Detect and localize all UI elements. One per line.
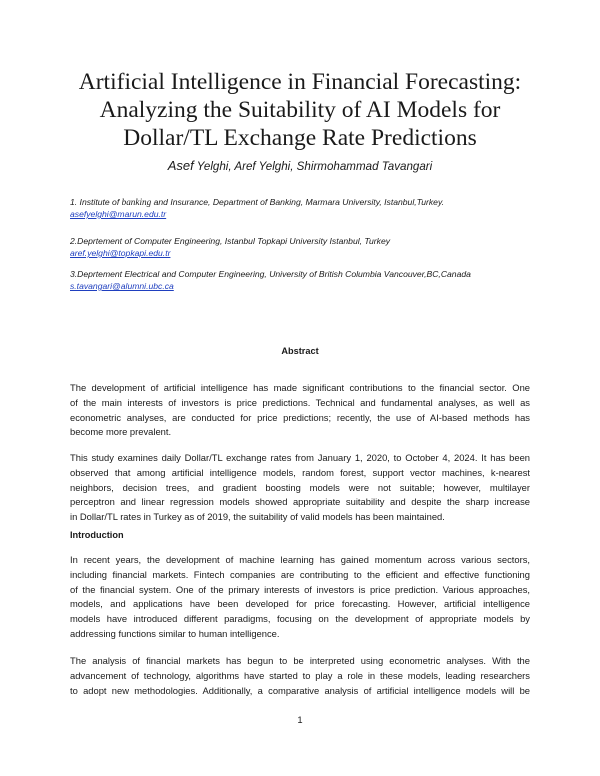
- text-line: become more prevalent.: [70, 426, 172, 438]
- affiliation-1: [70, 196, 540, 220]
- paper-title: [60, 68, 540, 152]
- affiliation-text: 3.Deprtement Electrical and Computer Engineering, University of British Columbia Vancouver,BC,Canada: [70, 269, 471, 279]
- title-line: Analyzing the Suitability of AI Models for: [99, 97, 501, 123]
- text-line: to adopt new methodologies. Additionally, a comparative analysis of artificial intelligence models will be: [70, 684, 530, 696]
- abstract-paragraph: [70, 381, 530, 440]
- text-line: econometric analyses, are conducted for price predictions; recently, the use of AI-based methods has: [70, 411, 530, 423]
- affiliation-text: 2.Deprtement of Computer Engineering, Istanbul Topkapi University Istanbul, Turkey: [70, 236, 391, 246]
- affiliation-text: [70, 196, 540, 208]
- abstract-paragraph: [70, 451, 530, 525]
- first-author-firstname: Asef: [167, 158, 194, 173]
- text-line: of the financial system. One of the primary interests of investors is price prediction. Various approaches,: [70, 583, 530, 595]
- affiliation-3: [70, 268, 540, 292]
- text-line: The analysis of financial markets has begun to be interpreted using econometric analyses. With the: [70, 655, 530, 666]
- text-line: models have introduced different paradigms, focusing on the development of appropriate models by: [70, 613, 530, 625]
- text-line: advancement of technology, algorithms have started to play a role in these models, leading researchers: [70, 669, 530, 681]
- affiliation-prefix: 1. Institute of: [70, 197, 122, 207]
- affiliation-suffix: and Insurance, Department of Banking, Marmara University, Istanbul,Turkey.: [151, 197, 444, 207]
- email-link[interactable]: aref.yelghi@topkapi.edu.tr: [70, 248, 171, 258]
- affiliation-2: [70, 235, 540, 259]
- text-line: of the main interests of investors is price predictions. Technical and fundamental analyses, as well as: [70, 396, 530, 408]
- text-line: This study examines daily Dollar/TL exchange rates from January 1, 2020, to October 4, 2024. It has been: [70, 452, 530, 463]
- abstract-heading: Abstract: [281, 346, 319, 356]
- text-line: addressing functions similar to human intelligence.: [70, 627, 280, 639]
- title-line: Dollar/TL Exchange Rate Predictions: [123, 125, 477, 151]
- introduction-paragraph: [70, 553, 530, 642]
- text-line: observed that among artificial intelligence models, random forest, support vector machines, k-nearest: [70, 466, 530, 478]
- page-number: 1: [297, 714, 303, 725]
- text-line: neighbors, decision trees, and gradient boosting models were not suitable; however, multilayer: [70, 481, 530, 493]
- introduction-paragraph: [70, 654, 530, 698]
- text-line: including financial markets. Fintech companies are contributing to the efficient and effective functioning: [70, 568, 530, 580]
- email-link[interactable]: s.tavangari@alumni.ubc.ca: [70, 281, 174, 291]
- affiliation-word: banking: [121, 197, 152, 207]
- text-line: The development of artificial intelligence has made significant contributions to the financial sector. One: [70, 382, 530, 393]
- text-line: in Dollar/TL rates in Turkey as of 2019, the suitability of valid models has been maintained.: [70, 511, 445, 523]
- text-line: models, and applications have been developed for price forecasting. However, artificial intelligence: [70, 598, 530, 610]
- text-line: perceptron and linear regression models showed appropriate suitability and despite the sharp increase: [70, 496, 530, 508]
- author-list: [60, 158, 540, 175]
- author-names: Yelghi, Aref Yelghi, Shirmohammad Tavangari: [193, 160, 433, 173]
- email-link[interactable]: asefyelghi@marun.edu.tr: [70, 209, 167, 219]
- text-line: In recent years, the development of machine learning has gained momentum across various sectors,: [70, 554, 530, 565]
- title-line: Artificial Intelligence in Financial Forecasting:: [78, 69, 522, 95]
- introduction-heading: Introduction: [70, 530, 124, 540]
